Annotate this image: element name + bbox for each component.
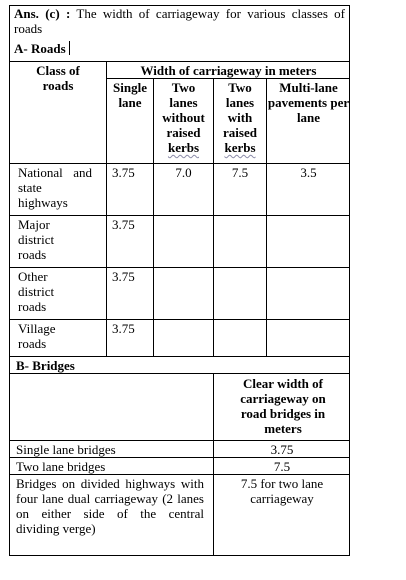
col-two-lanes-without-kerbs: Two lanes without raised kerbs xyxy=(162,80,205,155)
bridges-row-divider xyxy=(9,474,350,475)
bridge-row-value: 3.75 xyxy=(270,442,294,457)
bridge-row-name: Bridges on divided highways with four lane dual carriageway (2 lanes on either side of the central dividing verge) xyxy=(16,476,204,536)
answer-description: The width of carriageway for various classes of roads xyxy=(14,6,346,36)
roads-row-divider xyxy=(9,215,350,216)
class-of-roads-header: Class of roads xyxy=(36,63,80,93)
col-two-lanes-with-kerbs: Two lanes with raised kerbs xyxy=(223,80,257,155)
bridges-col-header: Clear width of carriageway on road bridges in meters xyxy=(240,376,326,436)
row-name: Other district roads xyxy=(18,269,55,314)
cell-single: 3.75 xyxy=(112,321,135,336)
bridges-row-divider xyxy=(9,457,350,458)
answer-text xyxy=(14,6,345,36)
row-name: Major district roads xyxy=(18,217,55,262)
bridge-row-value: 7.5 xyxy=(273,459,291,474)
row-name: National and state highways xyxy=(18,165,92,210)
col-multi-lane: Multi-lane pavements per lane xyxy=(267,80,350,125)
row-name: Village roads xyxy=(18,321,56,351)
roads-row-divider xyxy=(9,163,350,164)
bridges-row-divider xyxy=(9,373,350,374)
cell-single: 3.75 xyxy=(112,217,135,232)
roads-row-divider xyxy=(9,319,350,320)
cell-single: 3.75 xyxy=(112,269,135,284)
bridge-row-name: Single lane bridges xyxy=(16,442,116,457)
roads-row-divider xyxy=(9,267,350,268)
bridge-row-name: Two lane bridges xyxy=(16,459,106,474)
col-single-lane: Single lane xyxy=(113,80,147,110)
bridge-row-value: 7.5 for two lane carriageway xyxy=(240,476,324,506)
roads-heading: A- Roads xyxy=(14,41,70,56)
answer-prefix: Ans. (c) : xyxy=(14,6,71,21)
cell-two-without: 7.0 xyxy=(175,165,192,180)
bridges-row-divider xyxy=(9,440,350,441)
width-header: Width of carriageway in meters xyxy=(140,63,317,78)
text-cursor xyxy=(69,41,70,55)
cell-single: 3.75 xyxy=(112,165,135,180)
cell-two-with: 7.5 xyxy=(231,165,249,180)
roads-row-divider xyxy=(106,78,350,79)
cell-multi: 3.5 xyxy=(300,165,317,180)
bridges-heading: B- Bridges xyxy=(16,358,75,373)
